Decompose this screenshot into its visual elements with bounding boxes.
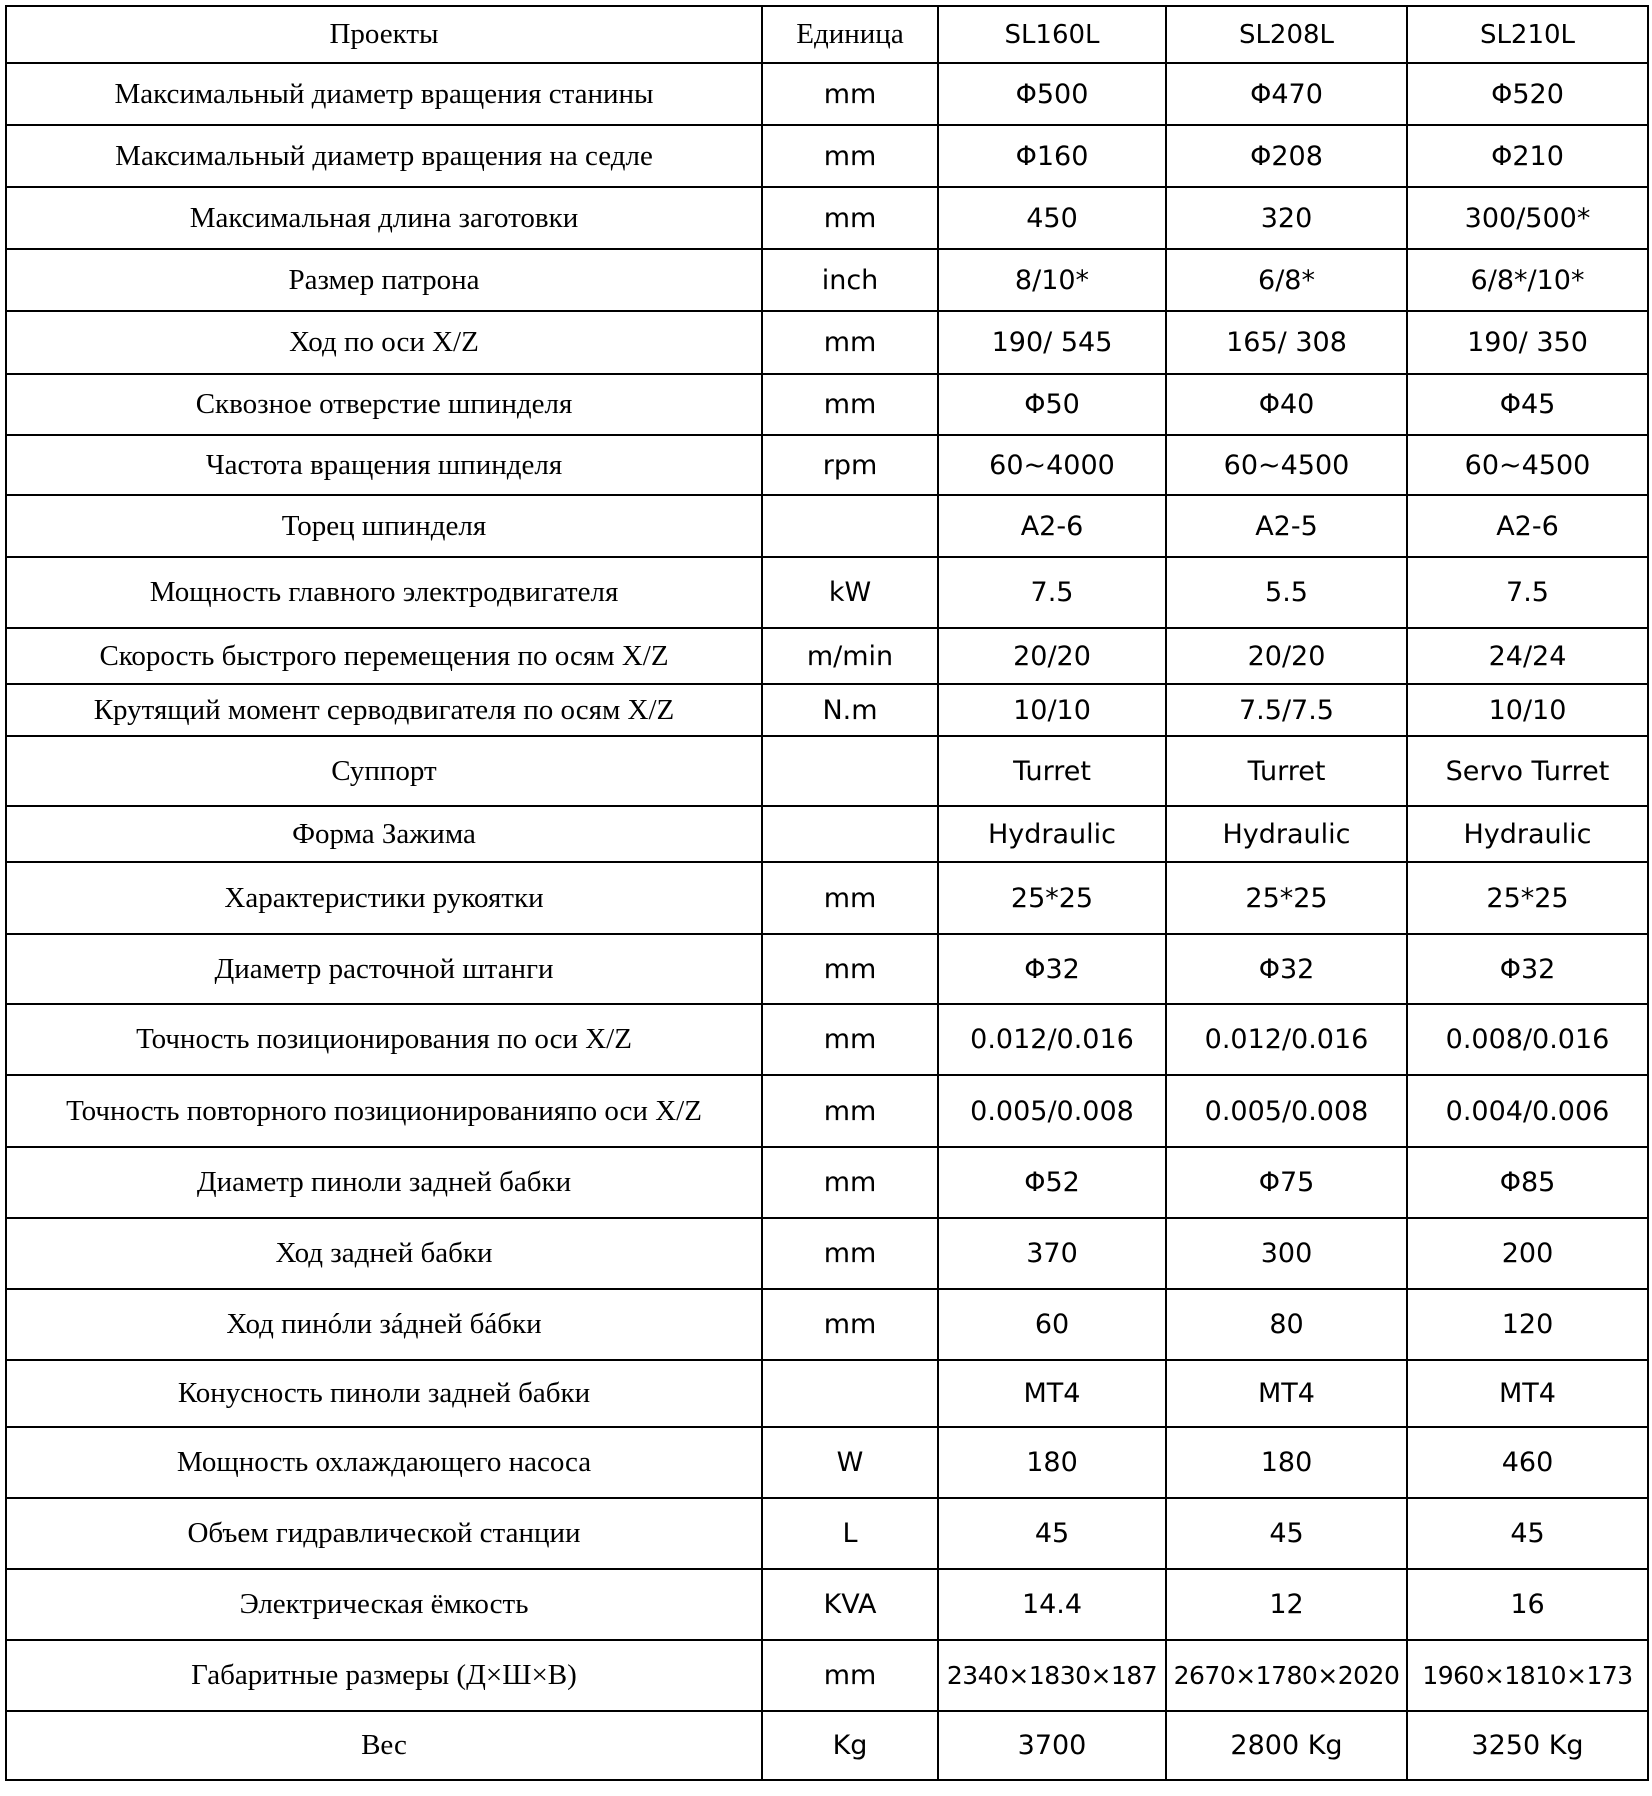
param-cell: Точность позиционирования по оси X/Z (6, 1004, 762, 1075)
table-row (6, 1004, 1648, 1075)
table-row (6, 1218, 1648, 1289)
param-cell: Торец шпинделя (6, 495, 762, 557)
param-cell: Максимальный диаметр вращения на седле (6, 125, 762, 187)
table-row (6, 1498, 1648, 1569)
value-cell: 300 (1166, 1218, 1407, 1289)
value-cell: MT4 (1166, 1360, 1407, 1427)
param-cell: Крутящий момент серводвигателя по осям X/Z (6, 684, 762, 736)
param-cell: Точность повторного позиционированияпо оси X/Z (6, 1075, 762, 1147)
header-model: SL208L (1166, 6, 1407, 63)
value-cell: 450 (938, 187, 1166, 249)
unit-cell: mm (762, 63, 938, 125)
unit-cell: mm (762, 1004, 938, 1075)
table-row (6, 249, 1648, 311)
value-cell: 16 (1407, 1569, 1648, 1640)
value-cell: 0.012/0.016 (938, 1004, 1166, 1075)
value-cell: Φ50 (938, 374, 1166, 435)
value-cell: Φ210 (1407, 125, 1648, 187)
unit-cell: rpm (762, 435, 938, 495)
unit-cell: mm (762, 1640, 938, 1711)
value-cell: 10/10 (1407, 684, 1648, 736)
value-cell: Servo Turret (1407, 736, 1648, 806)
value-cell: Turret (938, 736, 1166, 806)
value-cell: 10/10 (938, 684, 1166, 736)
value-cell: 2800 Kg (1166, 1711, 1407, 1780)
header-unit: Единица (762, 6, 938, 63)
value-cell: 7.5/7.5 (1166, 684, 1407, 736)
unit-cell: Kg (762, 1711, 938, 1780)
value-cell: Hydraulic (938, 806, 1166, 862)
value-cell: 7.5 (1407, 557, 1648, 628)
unit-cell: KVA (762, 1569, 938, 1640)
param-cell: Сквозное отверстие шпинделя (6, 374, 762, 435)
unit-cell: mm (762, 125, 938, 187)
table-row (6, 806, 1648, 862)
value-cell: Φ470 (1166, 63, 1407, 125)
value-cell: Φ520 (1407, 63, 1648, 125)
value-cell: Φ75 (1166, 1147, 1407, 1218)
table-row (6, 1289, 1648, 1360)
value-cell: Φ208 (1166, 125, 1407, 187)
table-row (6, 311, 1648, 374)
unit-cell: mm (762, 1289, 938, 1360)
value-cell: 25*25 (1407, 862, 1648, 934)
table-row (6, 1427, 1648, 1498)
unit-cell: L (762, 1498, 938, 1569)
table-row (6, 187, 1648, 249)
table-row (6, 1711, 1648, 1780)
value-cell: Φ32 (938, 934, 1166, 1004)
value-cell: 460 (1407, 1427, 1648, 1498)
unit-cell: inch (762, 249, 938, 311)
value-cell: Turret (1166, 736, 1407, 806)
table-row (6, 374, 1648, 435)
value-cell: Φ500 (938, 63, 1166, 125)
param-cell: Диаметр пиноли задней бабки (6, 1147, 762, 1218)
param-cell: Ход задней бабки (6, 1218, 762, 1289)
value-cell: 45 (938, 1498, 1166, 1569)
table-row (6, 628, 1648, 684)
table-row (6, 435, 1648, 495)
value-cell: 0.004/0.006 (1407, 1075, 1648, 1147)
value-cell: 45 (1407, 1498, 1648, 1569)
param-cell: Максимальный диаметр вращения станины (6, 63, 762, 125)
value-cell: 5.5 (1166, 557, 1407, 628)
unit-cell: mm (762, 1075, 938, 1147)
value-cell: A2-5 (1166, 495, 1407, 557)
param-cell: Максимальная длина заготовки (6, 187, 762, 249)
value-cell: Φ32 (1166, 934, 1407, 1004)
header-model: SL210L (1407, 6, 1648, 63)
value-cell: Φ160 (938, 125, 1166, 187)
table-body (6, 63, 1648, 1780)
value-cell: 45 (1166, 1498, 1407, 1569)
value-cell: 0.012/0.016 (1166, 1004, 1407, 1075)
value-cell: 300/500* (1407, 187, 1648, 249)
value-cell: Φ85 (1407, 1147, 1648, 1218)
table-row (6, 63, 1648, 125)
value-cell: 2340×1830×187 (938, 1640, 1166, 1711)
param-cell: Размер патрона (6, 249, 762, 311)
unit-cell: W (762, 1427, 938, 1498)
value-cell: 25*25 (938, 862, 1166, 934)
value-cell: 3700 (938, 1711, 1166, 1780)
value-cell: 60 (938, 1289, 1166, 1360)
value-cell: 20/20 (1166, 628, 1407, 684)
table-row (6, 862, 1648, 934)
param-cell: Габаритные размеры (Д×Ш×В) (6, 1640, 762, 1711)
table-row (6, 495, 1648, 557)
unit-cell (762, 1360, 938, 1427)
value-cell: Hydraulic (1407, 806, 1648, 862)
param-cell: Скорость быстрого перемещения по осям X/Z (6, 628, 762, 684)
unit-cell: m/min (762, 628, 938, 684)
value-cell: 120 (1407, 1289, 1648, 1360)
table-row (6, 557, 1648, 628)
value-cell: 6/8*/10* (1407, 249, 1648, 311)
value-cell: 80 (1166, 1289, 1407, 1360)
header-row (6, 6, 1648, 63)
param-cell: Вес (6, 1711, 762, 1780)
param-cell: Форма Зажима (6, 806, 762, 862)
param-cell: Объем гидравлической станции (6, 1498, 762, 1569)
table-row (6, 1147, 1648, 1218)
unit-cell: mm (762, 374, 938, 435)
value-cell: 0.005/0.008 (938, 1075, 1166, 1147)
value-cell: 3250 Kg (1407, 1711, 1648, 1780)
value-cell: 1960×1810×173 (1407, 1640, 1648, 1711)
value-cell: 200 (1407, 1218, 1648, 1289)
unit-cell: mm (762, 1218, 938, 1289)
param-cell: Суппорт (6, 736, 762, 806)
value-cell: 180 (938, 1427, 1166, 1498)
value-cell: 6/8* (1166, 249, 1407, 311)
value-cell: 20/20 (938, 628, 1166, 684)
value-cell: 320 (1166, 187, 1407, 249)
value-cell: 7.5 (938, 557, 1166, 628)
unit-cell (762, 495, 938, 557)
value-cell: MT4 (938, 1360, 1166, 1427)
table-row (6, 1569, 1648, 1640)
param-cell: Мощность охлаждающего насоса (6, 1427, 762, 1498)
header-param: Проекты (6, 6, 762, 63)
table-row (6, 125, 1648, 187)
table-row (6, 736, 1648, 806)
param-cell: Конусность пиноли задней бабки (6, 1360, 762, 1427)
value-cell: 24/24 (1407, 628, 1648, 684)
param-cell: Мощность главного электродвигателя (6, 557, 762, 628)
param-cell: Ход по оси X/Z (6, 311, 762, 374)
table-row (6, 684, 1648, 736)
value-cell: 60~4500 (1166, 435, 1407, 495)
value-cell: 190/ 350 (1407, 311, 1648, 374)
value-cell: MT4 (1407, 1360, 1648, 1427)
unit-cell (762, 736, 938, 806)
value-cell: 370 (938, 1218, 1166, 1289)
header-model: SL160L (938, 6, 1166, 63)
value-cell: 60~4500 (1407, 435, 1648, 495)
value-cell: Φ52 (938, 1147, 1166, 1218)
param-cell: Ход пинóли зáдней бáбки (6, 1289, 762, 1360)
unit-cell: mm (762, 311, 938, 374)
value-cell: 180 (1166, 1427, 1407, 1498)
value-cell: Hydraulic (1166, 806, 1407, 862)
value-cell: 0.008/0.016 (1407, 1004, 1648, 1075)
table-row (6, 1075, 1648, 1147)
unit-cell: N.m (762, 684, 938, 736)
unit-cell (762, 806, 938, 862)
param-cell: Электрическая ёмкость (6, 1569, 762, 1640)
param-cell: Диаметр расточной штанги (6, 934, 762, 1004)
value-cell: 14.4 (938, 1569, 1166, 1640)
value-cell: 0.005/0.008 (1166, 1075, 1407, 1147)
unit-cell: kW (762, 557, 938, 628)
value-cell: 60~4000 (938, 435, 1166, 495)
value-cell: 190/ 545 (938, 311, 1166, 374)
value-cell: 165/ 308 (1166, 311, 1407, 374)
value-cell: 12 (1166, 1569, 1407, 1640)
table-row (6, 1640, 1648, 1711)
value-cell: 8/10* (938, 249, 1166, 311)
value-cell: 25*25 (1166, 862, 1407, 934)
param-cell: Характеристики рукоятки (6, 862, 762, 934)
value-cell: Φ32 (1407, 934, 1648, 1004)
value-cell: 2670×1780×2020 (1166, 1640, 1407, 1711)
value-cell: A2-6 (938, 495, 1166, 557)
table-row (6, 1360, 1648, 1427)
spec-table (5, 5, 1649, 1781)
unit-cell: mm (762, 1147, 938, 1218)
table-row (6, 934, 1648, 1004)
param-cell: Частота вращения шпинделя (6, 435, 762, 495)
value-cell: Φ40 (1166, 374, 1407, 435)
unit-cell: mm (762, 934, 938, 1004)
value-cell: A2-6 (1407, 495, 1648, 557)
unit-cell: mm (762, 862, 938, 934)
value-cell: Φ45 (1407, 374, 1648, 435)
unit-cell: mm (762, 187, 938, 249)
